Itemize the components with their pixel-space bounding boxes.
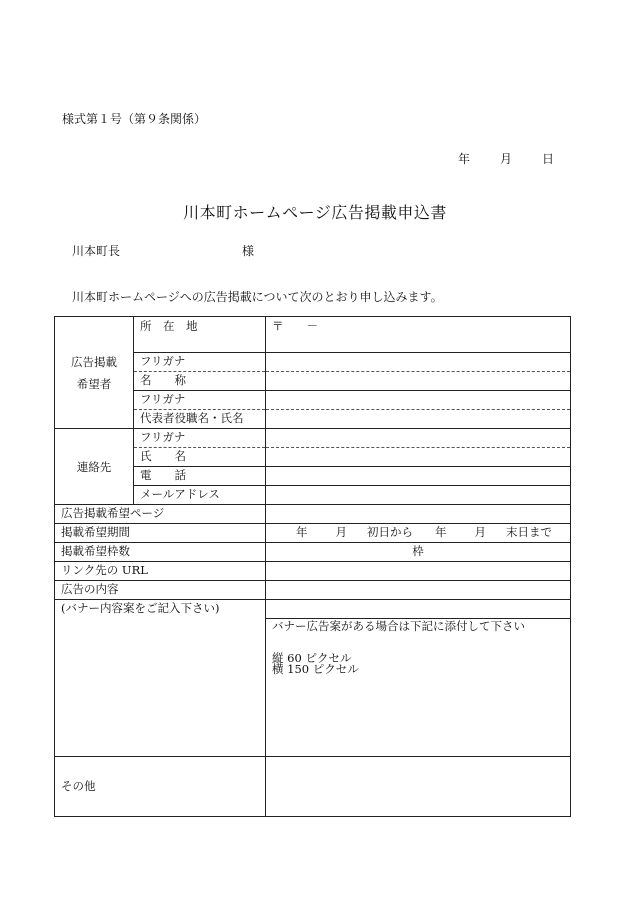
period-label: 掲載希望期間 [55,524,266,543]
content-field[interactable] [266,581,571,600]
contact-group-label: 連絡先 [55,429,134,505]
applicant-name-field[interactable] [266,372,571,391]
contact-email-field[interactable] [266,486,571,505]
banner-field[interactable] [266,619,571,757]
representative-furigana-field[interactable] [266,391,571,410]
slots-label: 掲載希望枠数 [55,543,266,562]
intro-text: 川本町ホームページへの広告掲載について次のとおり申し込みます。 [72,290,443,304]
application-form-table [54,316,571,817]
applicant-furigana-label: フリガナ [134,353,266,372]
contact-phone-field[interactable] [266,467,571,486]
representative-label: 代表者役職名・氏名 [134,410,266,429]
applicant-group-text: 広告掲載希望者 [71,354,117,391]
address-field[interactable]: 〒 － [266,317,571,353]
contact-email-label: メールアドレス [134,486,266,505]
date-line [458,150,554,167]
banner-label: (バナー内容案をご記入下さい) [55,600,266,757]
addressee: 川本町長 [72,244,121,258]
banner-note: バナー広告案がある場合は下記に添付して下さい [272,619,525,633]
other-field[interactable] [266,757,571,817]
content-label: 広告の内容 [55,581,266,600]
period-field[interactable] [266,524,571,543]
banner-height-spec: 縦 60 ピクセル [272,650,352,665]
other-label: その他 [55,757,266,817]
period-month2: 月 [474,525,486,540]
period-year2: 年 [435,525,447,540]
period-until: 末日まで [506,525,552,540]
date-month-label: 月 [500,152,513,166]
period-month1: 月 [335,525,347,540]
date-day-label: 日 [542,152,555,166]
slots-unit: 枠 [412,544,424,559]
date-year-label: 年 [458,152,471,166]
contact-name-field[interactable] [266,448,571,467]
representative-furigana-label: フリガナ [134,391,266,410]
contact-name-label: 氏 名 [134,448,266,467]
honorific: 様 [242,244,255,258]
contact-phone-label: 電 話 [134,467,266,486]
period-year1: 年 [296,525,308,540]
address-label: 所 在 地 [134,317,266,353]
url-field[interactable] [266,562,571,581]
banner-width-spec: 横 150 ピクセル [272,662,359,676]
contact-furigana-field[interactable] [266,429,571,448]
applicant-group-label [55,317,134,429]
period-from: 初日から [367,525,413,540]
slots-field[interactable] [266,543,571,562]
page-field[interactable] [266,505,571,524]
document-title: 川本町ホームページ広告掲載申込書 [183,203,447,222]
url-label: リンク先の URL [55,562,266,581]
applicant-furigana-field[interactable] [266,353,571,372]
banner-header-field[interactable] [266,600,571,619]
form-number: 様式第１号（第９条関係） [62,112,207,126]
representative-field[interactable] [266,410,571,429]
applicant-name-label: 名 称 [134,372,266,391]
contact-furigana-label: フリガナ [134,429,266,448]
page-label: 広告掲載希望ページ [55,505,266,524]
